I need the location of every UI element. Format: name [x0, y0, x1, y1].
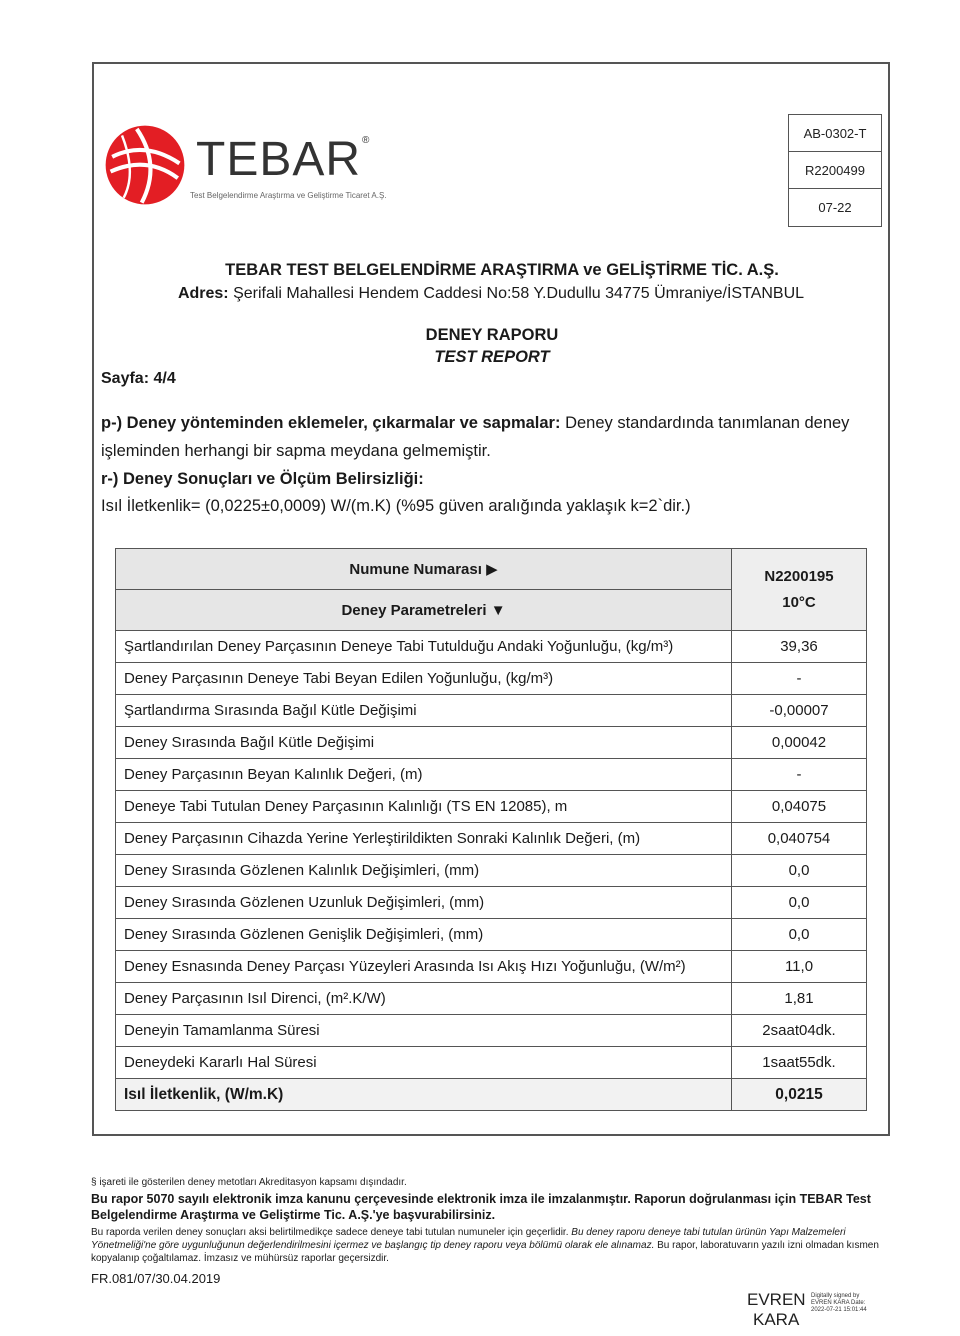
parameter-value: 0,0: [732, 855, 867, 887]
table-row-thermal-conductivity: [116, 1079, 867, 1111]
header-test-parameters: Deney Parametreleri ▼: [116, 590, 732, 631]
table-row: [116, 695, 867, 727]
report-number: R2200499: [789, 152, 881, 189]
company-address: Adres: Şerifali Mahallesi Hendem Caddesi No:58 Y.Dudullu 34775 Ümraniye/İSTANBUL: [177, 285, 805, 302]
parameter-label: Deney Sırasında Bağıl Kütle Değişimi: [116, 727, 732, 759]
section-r-text: Isıl İletkenlik= (0,0225±0,0009) W/(m.K) (%95 güven aralığında yaklaşık k=2`dir.): [101, 497, 691, 515]
parameter-label: Deney Sırasında Gözlenen Uzunluk Değişimleri, (mm): [116, 887, 732, 919]
document-codes-box: [788, 114, 882, 227]
parameter-value: 11,0: [732, 951, 867, 983]
header-sample-number: Numune Numarası ▶: [116, 549, 732, 590]
report-title: DENEY RAPORU: [425, 326, 559, 344]
form-code: AB-0302-T: [789, 115, 881, 152]
parameter-label: Şartlandırma Sırasında Bağıl Kütle Değişimi: [116, 695, 732, 727]
section-r-title: r-) Deney Sonuçları ve Ölçüm Belirsizliği:: [101, 470, 424, 488]
company-name: TEBAR TEST BELGELENDİRME ARAŞTIRMA ve GELİŞTİRME TİC. A.Ş.: [225, 261, 779, 279]
parameter-label: Deney Sırasında Gözlenen Genişlik Değişimleri, (mm): [116, 919, 732, 951]
logo-wordmark: TEBAR®: [196, 133, 371, 186]
table-row: [116, 1015, 867, 1047]
section-p: p-) Deney yönteminden eklemeler, çıkarmalar ve sapmalar: Deney standardında tanımlanan deney işleminden herhangi bir sapma meydana gelmemiştir.: [101, 414, 850, 460]
table-row: [116, 791, 867, 823]
accreditation-note: § işareti ile gösterilen deney metotları Akreditasyon kapsamı dışındadır.: [91, 1177, 407, 1188]
parameter-label: Şartlandırılan Deney Parçasının Deneye Tabi Tutulduğu Andaki Yoğunluğu, (kg/m³): [116, 631, 732, 663]
report-title-english: TEST REPORT: [434, 348, 550, 366]
table-row: [116, 1047, 867, 1079]
parameter-label: Deney Parçasının Beyan Kalınlık Değeri, (m): [116, 759, 732, 791]
parameter-value: 0,0: [732, 919, 867, 951]
signature-name: EVREN KARA: [747, 1290, 806, 1329]
validity-note: Bu raporda verilen deney sonuçları aksi belirtilmedikçe sadece deneye tabi tutulan numuneler için geçerlidir. Bu deney raporu deneye tabi tutulan ürünün Yapı Malzemeleri Yönetmeliği'ne göre uygunluğunun değerlendirilmesini içermez ve başlangıç tip deney raporu veya bölümü olarak ele alınamaz. Bu rapor, laboratuvarın yazılı izni olmadan kısmen kopyalanıp çoğaltılamaz. İmzasız ve mühürsüz raporlar geçersizdir.: [91, 1227, 879, 1264]
parameter-value: 39,36: [732, 631, 867, 663]
table-row: [116, 951, 867, 983]
parameter-label: Deney Parçasının Deneye Tabi Beyan Edilen Yoğunluğu, (kg/m³): [116, 663, 732, 695]
parameter-value: 0,0: [732, 887, 867, 919]
final-label: Isıl İletkenlik, (W/m.K): [116, 1079, 732, 1111]
results-table: [115, 548, 867, 1111]
logo-tagline: Test Belgelendirme Araştırma ve Geliştirme Ticaret A.Ş.: [190, 191, 387, 200]
page-number: Sayfa: 4/4: [101, 370, 176, 387]
table-row: [116, 919, 867, 951]
table-row: [116, 887, 867, 919]
parameter-value: 0,04075: [732, 791, 867, 823]
parameter-label: Deney Parçasının Isıl Direnci, (m².K/W): [116, 983, 732, 1015]
report-date: 07-22: [818, 200, 852, 215]
e-signature-note: Bu rapor 5070 sayılı elektronik imza kanunu çerçevesinde elektronik imza ile imzalanmıştır. Raporun doğrulanması için TEBAR Test Belgelendirme Araştırma ve Geliştirme Tic. A.Ş.'ye başvurabilirsiniz.: [91, 1192, 871, 1222]
parameter-label: Deney Parçasının Cihazda Yerine Yerleştirildikten Sonraki Kalınlık Değeri, (m): [116, 823, 732, 855]
tebar-globe-logo-icon: [104, 124, 186, 206]
parameter-label: Deney Esnasında Deney Parçası Yüzeyleri Arasında Isı Akış Hızı Yoğunluğu, (W/m²): [116, 951, 732, 983]
parameter-value: 1saat55dk.: [732, 1047, 867, 1079]
form-code-footer: FR.081/07/30.04.2019: [91, 1271, 221, 1286]
parameter-value: 0,040754: [732, 823, 867, 855]
parameter-label: Deneyin Tamamlanma Süresi: [116, 1015, 732, 1047]
table-row: [116, 759, 867, 791]
table-row: [116, 983, 867, 1015]
parameter-value: -: [732, 759, 867, 791]
parameter-value: 1,81: [732, 983, 867, 1015]
table-row: [116, 727, 867, 759]
table-row: [116, 823, 867, 855]
table-row: [116, 663, 867, 695]
table-row: [116, 855, 867, 887]
sample-id-cell: N2200195 10°C: [732, 549, 867, 631]
parameter-value: -: [732, 663, 867, 695]
parameter-label: Deneye Tabi Tutulan Deney Parçasının Kalınlığı (TS EN 12085), m: [116, 791, 732, 823]
parameter-value: 0,00042: [732, 727, 867, 759]
parameter-value: 2saat04dk.: [732, 1015, 867, 1047]
signature-details: Digitally signed by EVREN KARA Date: 2022-07-21 15:01:44: [811, 1293, 867, 1313]
final-value: 0,0215: [732, 1079, 867, 1111]
table-row: [116, 631, 867, 663]
parameter-label: Deney Sırasında Gözlenen Kalınlık Değişimleri, (mm): [116, 855, 732, 887]
parameter-value: -0,00007: [732, 695, 867, 727]
parameter-label: Deneydeki Kararlı Hal Süresi: [116, 1047, 732, 1079]
